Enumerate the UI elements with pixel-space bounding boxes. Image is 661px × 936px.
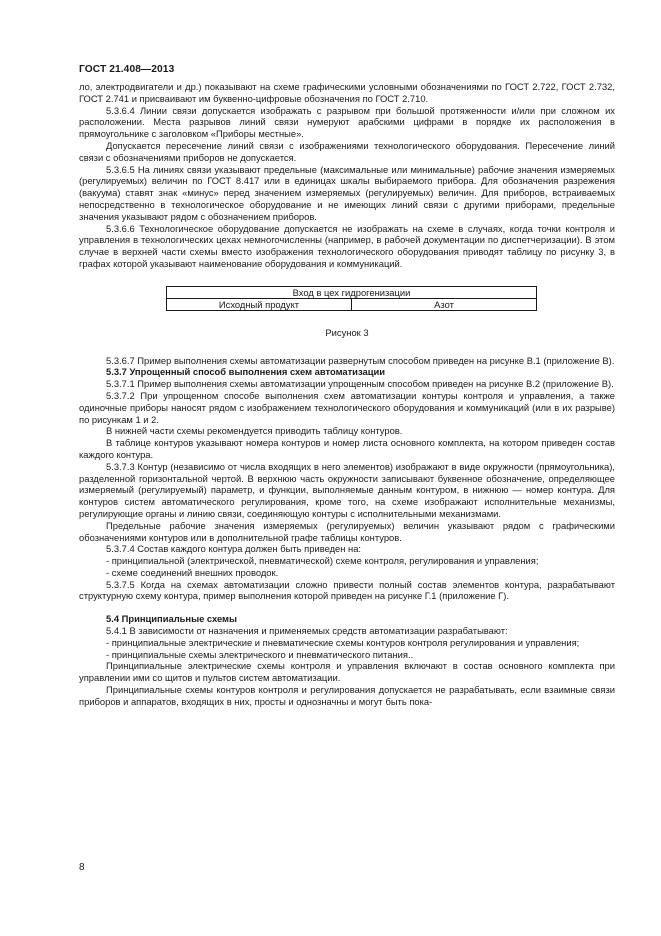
paragraph: 5.4.1 В зависимости от назначения и применяемых средств автоматизации разрабатывают:: [106, 625, 508, 637]
paragraph: 5.3.7.4 Состав каждого контура должен быть приведен на:: [106, 543, 362, 555]
document-body: [79, 81, 615, 708]
paragraph: 5.3.6.7 Пример выполнения схемы автоматизации развернутым способом приведен на рисунке В.1 (приложение В).: [106, 354, 615, 366]
section-heading-5-3-7: 5.3.7 Упрощенный способ выполнения схем автоматизации: [106, 366, 385, 378]
paragraph: В таблице контуров указывают номера контуров и номер листа основного комплекта, на котором приведен состав каждого контура.: [79, 437, 615, 460]
paragraph: 5.3.7.1 Пример выполнения схемы автоматизации упрощенным способом приведен на рисунке В.2 (приложение В).: [106, 378, 614, 390]
page-number: 8: [79, 862, 85, 873]
paragraph: Допускается пересечение линий связи с изображениями технологического оборудования. Пересечение линий связи с обозначениями приборов не допускается.: [79, 139, 615, 163]
list-item: - принципиальные электрические и пневматические схемы контуров контроля регулирования и управления;: [106, 636, 580, 648]
paragraph: 5.3.7.2 При упрощенном способе выполнения схем автоматизации контуры контроля и управления, а также одиночные приборы наносят рядом с изображением технологического оборудования и коммуникаций (или в их разрыве) по рисункам 1 и 2.: [79, 389, 615, 425]
paragraph: В нижней части схемы рекомендуется приводить таблицу контуров.: [106, 425, 403, 437]
paragraph: ло, электродвигатели и др.) показывают на схеме графическими условными обозначениями по ГОСТ 2.722, ГОСТ 2.732, ГОСТ 2.741 и присваивают им буквенно-цифровые обозначения по ГОСТ 2.710.: [79, 81, 615, 104]
table-header-cell: Вход в цех гидрогенизации: [167, 286, 537, 298]
list-item: - принципиальные схемы электрического и пневматического питания..: [106, 648, 414, 660]
table-cell-source: Исходный продукт: [167, 298, 352, 310]
section-heading-5-4: 5.4 Принципиальные схемы: [106, 613, 238, 625]
figure-3-table: [166, 286, 537, 311]
paragraph: 5.3.7.3 Контур (независимо от числа входящих в него элементов) изображают в виде окружности (прямоугольника), разделенной горизонтальной чертой. В верхнюю часть окружности записывают буквенное обозначение, определяющее измеряемый (регулируемый) параметр, и функции, выполняемые данным контуром, в нижнюю — номер контура. Для контуров систем автоматического регулирования, кроме того, на схеме изображают исполнительные механизмы, регулирующие органы и линию связи, соединяющую контуры с исполнительными механизмами.: [79, 460, 615, 519]
paragraph: 5.3.6.5 На линиях связи указывают предельные (максимальные или минимальные) рабочие значения измеряемых (регулируемых) величин по ГОСТ 8.417 или в единицах шкалы выбираемого прибора. Для обозначения разрежения (вакуума) ставят знак «минус» перед значением измеряемых (регулируемых) величин. Для приборов, встраиваемых непосредственно в технологическое оборудование и не имеющих линий связи с другими приборами, предельные значения указывают рядом с обозначением приборов.: [79, 163, 615, 222]
paragraph: Принципиальные схемы контуров контроля и регулирования допускается не разрабатывать, если взаимные связи приборов и аппаратов, входящих в них, просты и однозначны и могут быть пока-: [79, 684, 615, 707]
list-item: - схеме соединений внешних проводок.: [106, 566, 279, 578]
paragraph: Принципиальные электрические схемы контроля и управления включают в состав основного комплекта при управлении ими со щитов и пультов систем автоматизации.: [79, 660, 615, 684]
list-item: - принципиальной (электрической, пневматической) схеме контроля, регулирования и управления;: [106, 555, 539, 567]
table-cell-nitrogen: Азот: [352, 298, 537, 310]
paragraph: 5.3.7.5 Когда на схемах автоматизации сложно привести полный состав элементов контура, разрабатывают структурную схему контура, пример выполнения которой приведен на рисунке Г.1 (приложение Г).: [79, 578, 615, 602]
figure-caption: Рисунок 3: [325, 326, 369, 338]
paragraph: 5.3.6.4 Линии связи допускается изображать с разрывом при большой протяженности и/или при сложном их расположении. Места разрывов линий связи нумеруют арабскими цифрами в порядке их расположения в прямоугольнике с заголовком «Приборы местные».: [79, 104, 615, 140]
paragraph: 5.3.6.6 Технологическое оборудование допускается не изображать на схеме в случаях, когда точки контроля и управления в технологических цехах немногочисленны (например, в рабочей документации по диспетчеризации). В этом случае в верхней части схемы вместо изображения технологического оборудования приводят таблицу по рисунку 3, в графах которой указывают наименование оборудования и коммуникаций.: [79, 222, 615, 269]
page-header: ГОСТ 21.408—2013: [79, 64, 175, 75]
paragraph: Предельные рабочие значения измеряемых (регулируемых) величин указывают рядом с графическими обозначениями контуров или в дополнительной графе таблицы контуров.: [79, 519, 615, 543]
